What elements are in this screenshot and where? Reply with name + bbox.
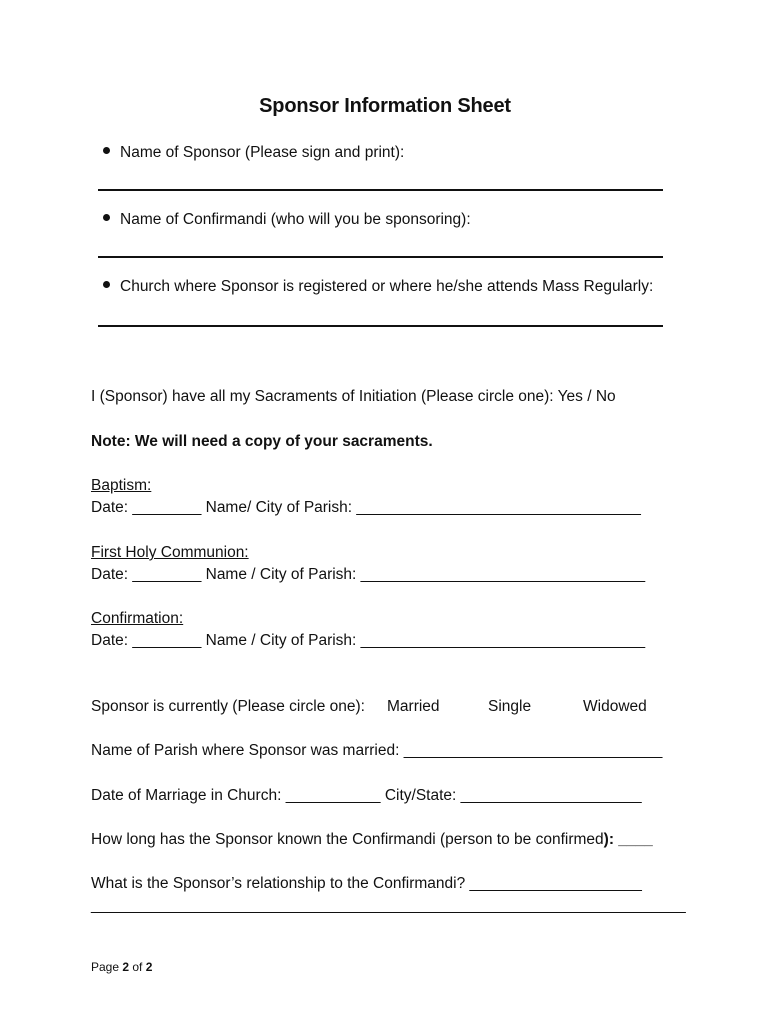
baptism-fields[interactable]: Date: ________ Name/ City of Parish: _________________________________ [91, 499, 641, 516]
page-title: Sponsor Information Sheet [259, 95, 511, 117]
bullet-icon [103, 281, 110, 288]
sacraments-question[interactable]: I (Sponsor) have all my Sacraments of Initiation (Please circle one): Yes / No [91, 388, 616, 405]
known-duration-text: How long has the Sponsor known the Confirmandi (person to be confirmed [91, 831, 604, 848]
confirmation-heading: Confirmation: [91, 610, 184, 627]
page-number [91, 960, 152, 974]
status-option-widowed[interactable]: Widowed [583, 698, 647, 715]
total-pages: 2 [145, 960, 153, 974]
bullet-church [103, 278, 653, 296]
marriage-date-field[interactable]: Date of Marriage in Church: ___________ City/State: _____________________ [91, 787, 642, 804]
relationship-field-continued[interactable]: _____________________________________________________________________ [91, 897, 686, 914]
sponsor-name-field[interactable] [98, 189, 663, 191]
bullet-sponsor-name [103, 144, 404, 162]
confirmation-fields[interactable]: Date: ________ Name / City of Parish: _________________________________ [91, 632, 646, 649]
status-option-single[interactable]: Single [488, 698, 532, 715]
of-word: of [129, 960, 146, 974]
bullet-text: Church where Sponsor is registered or where he/she attends Mass Regularly: [120, 278, 654, 295]
bullet-text: Name of Sponsor (Please sign and print): [120, 144, 405, 161]
sacraments-note: Note: We will need a copy of your sacraments. [91, 433, 433, 450]
bullet-confirmandi-name [103, 211, 471, 229]
known-duration-field[interactable] [91, 831, 653, 849]
communion-fields[interactable]: Date: ________ Name / City of Parish: _________________________________ [91, 566, 646, 583]
communion-heading: First Holy Communion: [91, 544, 249, 561]
bullet-text: Name of Confirmandi (who will you be sponsoring): [120, 211, 471, 228]
confirmandi-name-field[interactable] [98, 256, 663, 258]
parish-married-field[interactable]: Name of Parish where Sponsor was married: ______________________________ [91, 742, 663, 759]
current-page: 2 [122, 960, 130, 974]
page-word: Page [91, 960, 123, 974]
status-label: Sponsor is currently (Please circle one): [91, 698, 365, 715]
status-option-married[interactable]: Married [387, 698, 440, 715]
bullet-icon [103, 147, 110, 154]
known-duration-blank: ): ____ [603, 831, 653, 848]
bullet-icon [103, 214, 110, 221]
relationship-field[interactable]: What is the Sponsor’s relationship to the Confirmandi? ____________________ [91, 875, 642, 892]
baptism-heading: Baptism: [91, 477, 152, 494]
church-field[interactable] [98, 325, 663, 327]
